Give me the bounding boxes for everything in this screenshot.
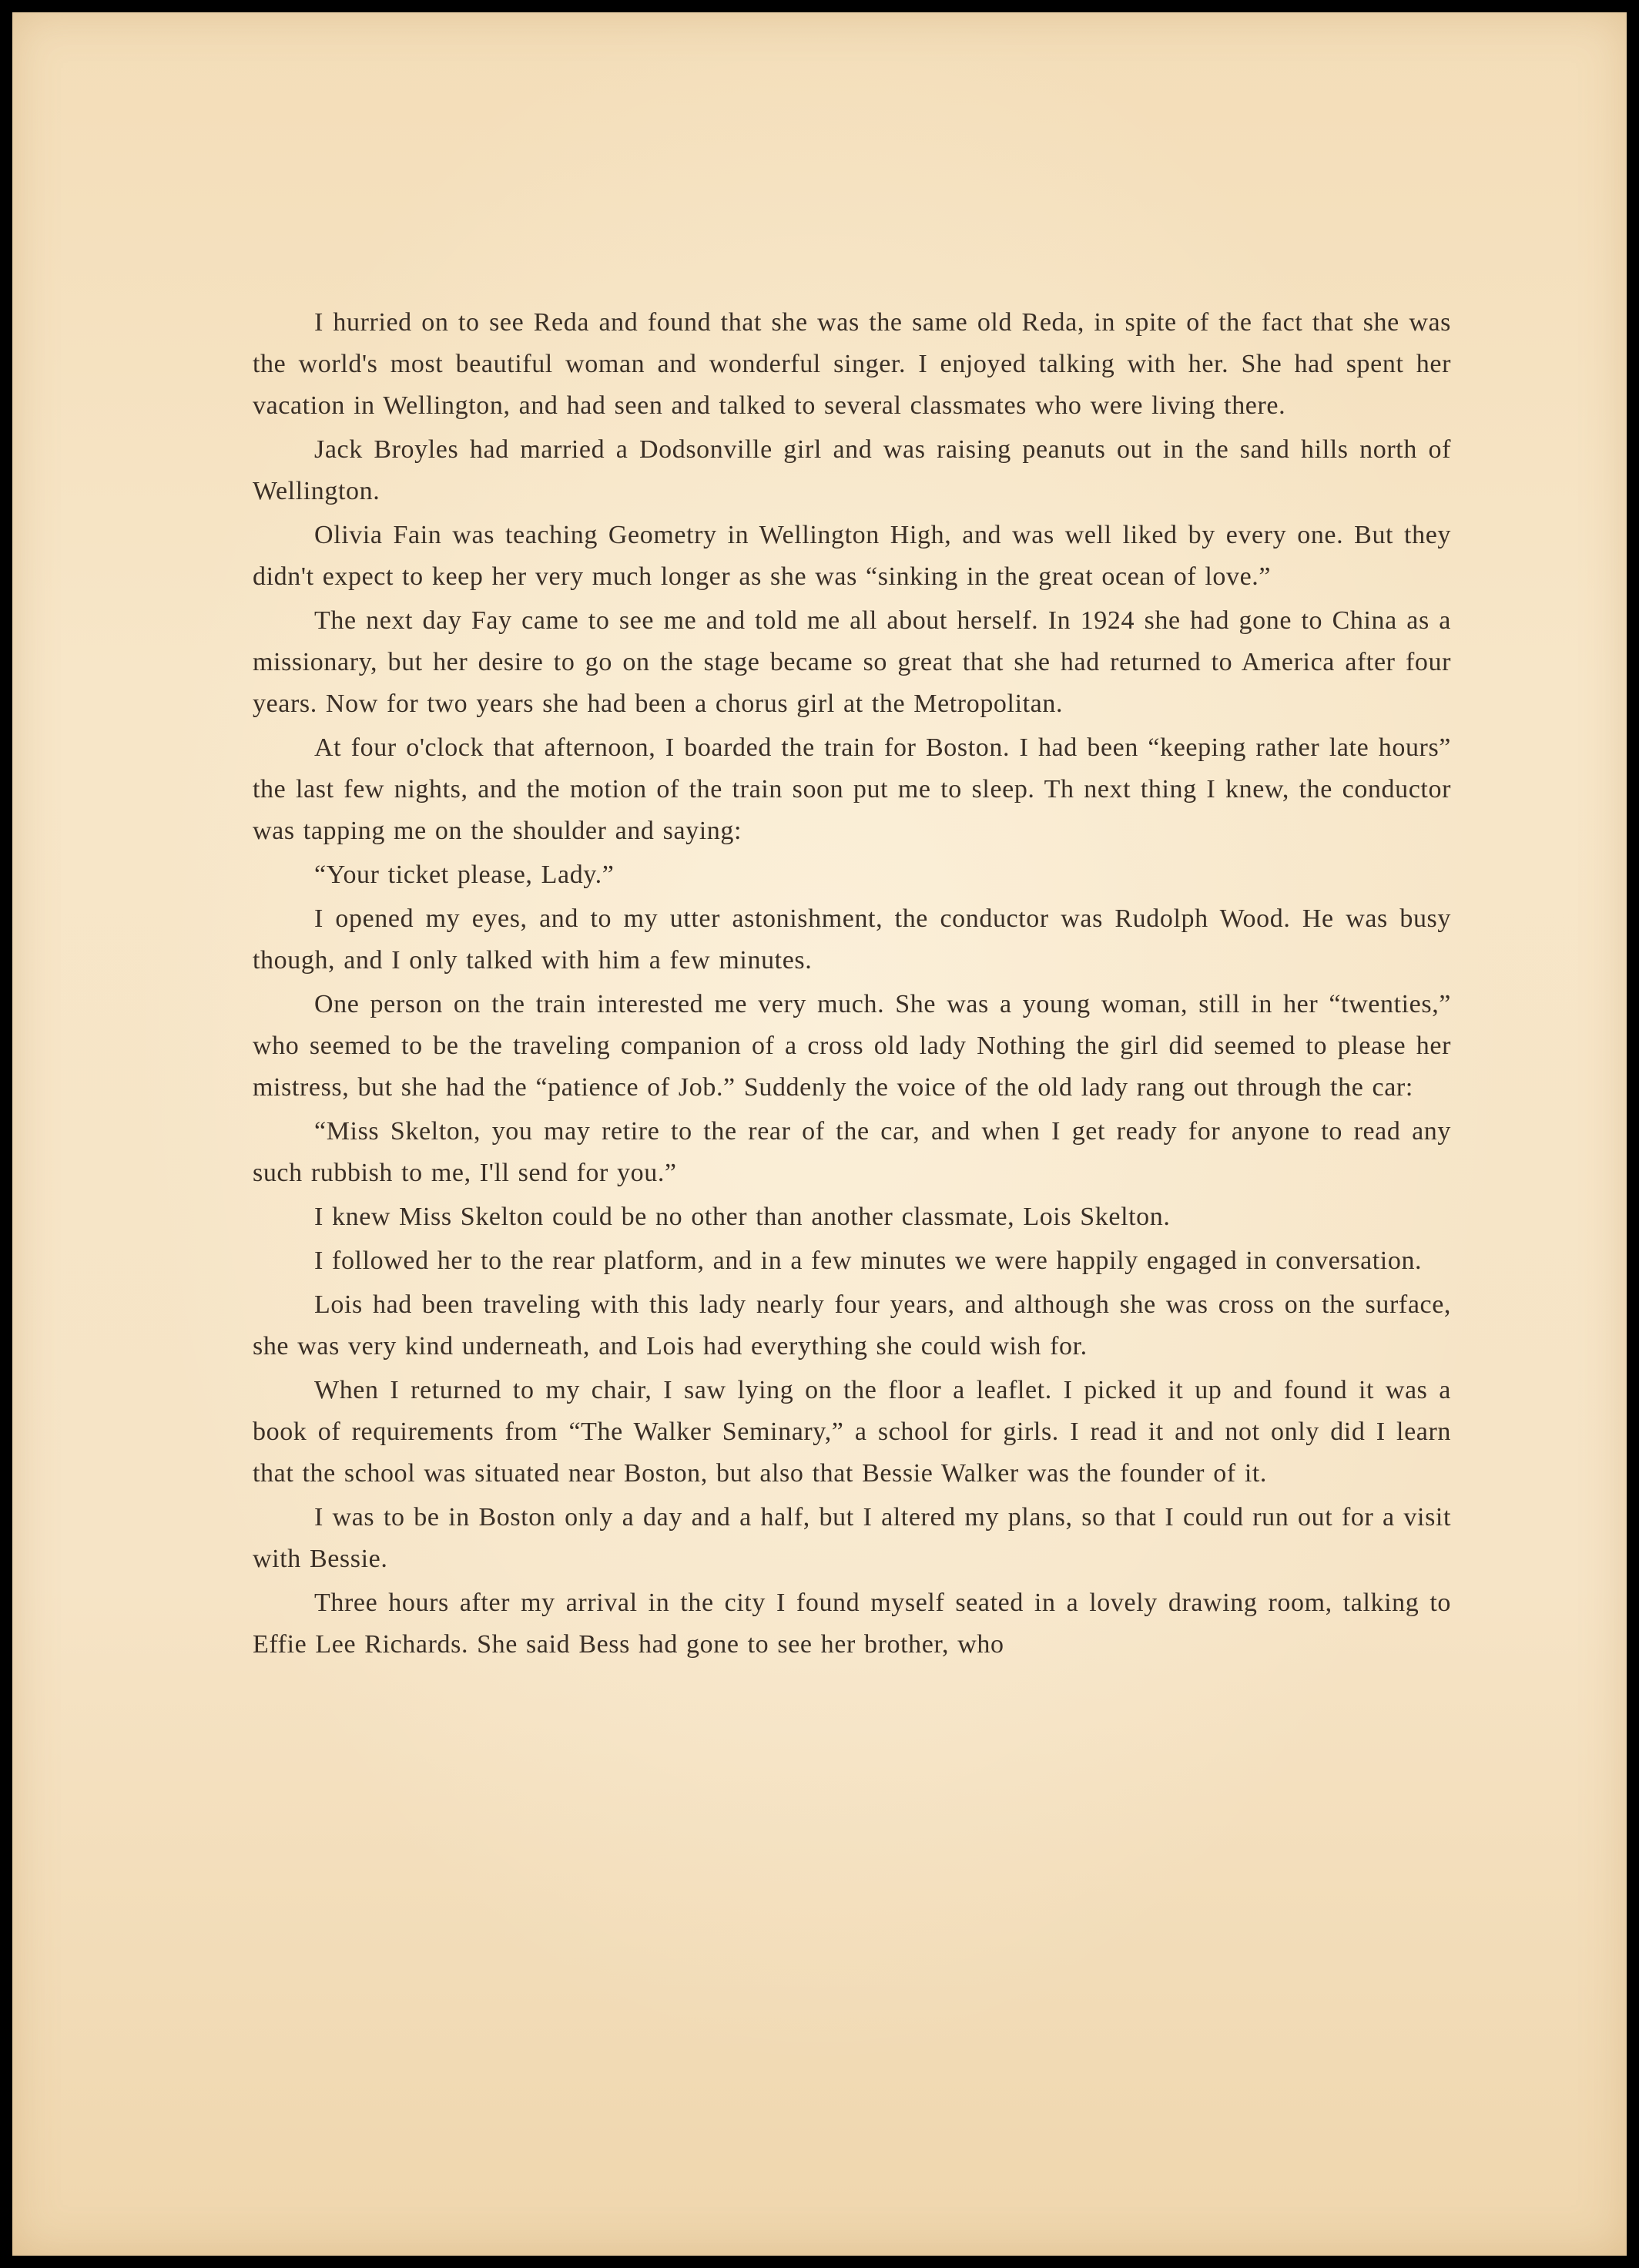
- paragraph: “Your ticket please, Lady.”: [314, 861, 615, 889]
- paragraph: I knew Miss Skelton could be no other than another classmate, Lois Skelton.: [314, 1203, 1171, 1231]
- paragraph: When I returned to my chair, I saw lying on the floor a leaflet. I picked it up and found it was a book of requirements from “The Walker Seminary,” a school for girls. I read it and not only did I learn that the school was situated near Boston, but also that Bessie Walker was the founder of it.: [253, 1376, 1451, 1488]
- paragraph: I hurried on to see Reda and found that she was the same old Reda, in spite of the fact that she was the world's most beautiful woman and wonderful singer. I enjoyed talking with her. She had spent her vacation in Wellington, and had seen and talked to several classmates who were living there.: [253, 308, 1451, 420]
- paragraph: I was to be in Boston only a day and a half, but I altered my plans, so that I could run out for a visit with Bessie.: [253, 1503, 1451, 1573]
- paragraph: “Miss Skelton, you may retire to the rear of the car, and when I get ready for anyone to read any such rubbish to me, I'll send for you.”: [253, 1117, 1451, 1187]
- paragraph: Lois had been traveling with this lady nearly four years, and although she was cross on the surface, she was very kind underneath, and Lois had everything she could wish for.: [253, 1290, 1451, 1360]
- body-text: [253, 302, 1451, 1668]
- paragraph: One person on the train interested me very much. She was a young woman, still in her “twenties,” who seemed to be the traveling companion of a cross old lady Nothing the girl did seemed to please her mistress, but she had the “patience of Job.” Suddenly the voice of the old lady rang out through the car:: [253, 990, 1451, 1102]
- paragraph: Jack Broyles had married a Dodsonville girl and was raising peanuts out in the sand hills north of Wellington.: [253, 435, 1451, 505]
- page-sheet: [12, 12, 1627, 2256]
- paragraph: At four o'clock that afternoon, I boarded the train for Boston. I had been “keeping rather late hours” the last few nights, and the motion of the train soon put me to sleep. Th next thing I knew, the conductor was tapping me on the shoulder and saying:: [253, 733, 1451, 845]
- paragraph: I opened my eyes, and to my utter astonishment, the conductor was Rudolph Wood. He was busy though, and I only talked with him a few minutes.: [253, 904, 1451, 975]
- paragraph: The next day Fay came to see me and told me all about herself. In 1924 she had gone to China as a missionary, but her desire to go on the stage became so great that she had returned to America after four years. Now for two years she had been a chorus girl at the Metropolitan.: [253, 606, 1451, 718]
- paragraph: Olivia Fain was teaching Geometry in Wellington High, and was well liked by every one. But they didn't expect to keep her very much longer as she was “sinking in the great ocean of love.”: [253, 521, 1451, 591]
- paragraph: Three hours after my arrival in the city I found myself seated in a lovely drawing room, talking to Effie Lee Richards. She said Bess had gone to see her brother, who: [253, 1589, 1451, 1659]
- paragraph: I followed her to the rear platform, and in a few minutes we were happily engaged in conversation.: [314, 1246, 1423, 1275]
